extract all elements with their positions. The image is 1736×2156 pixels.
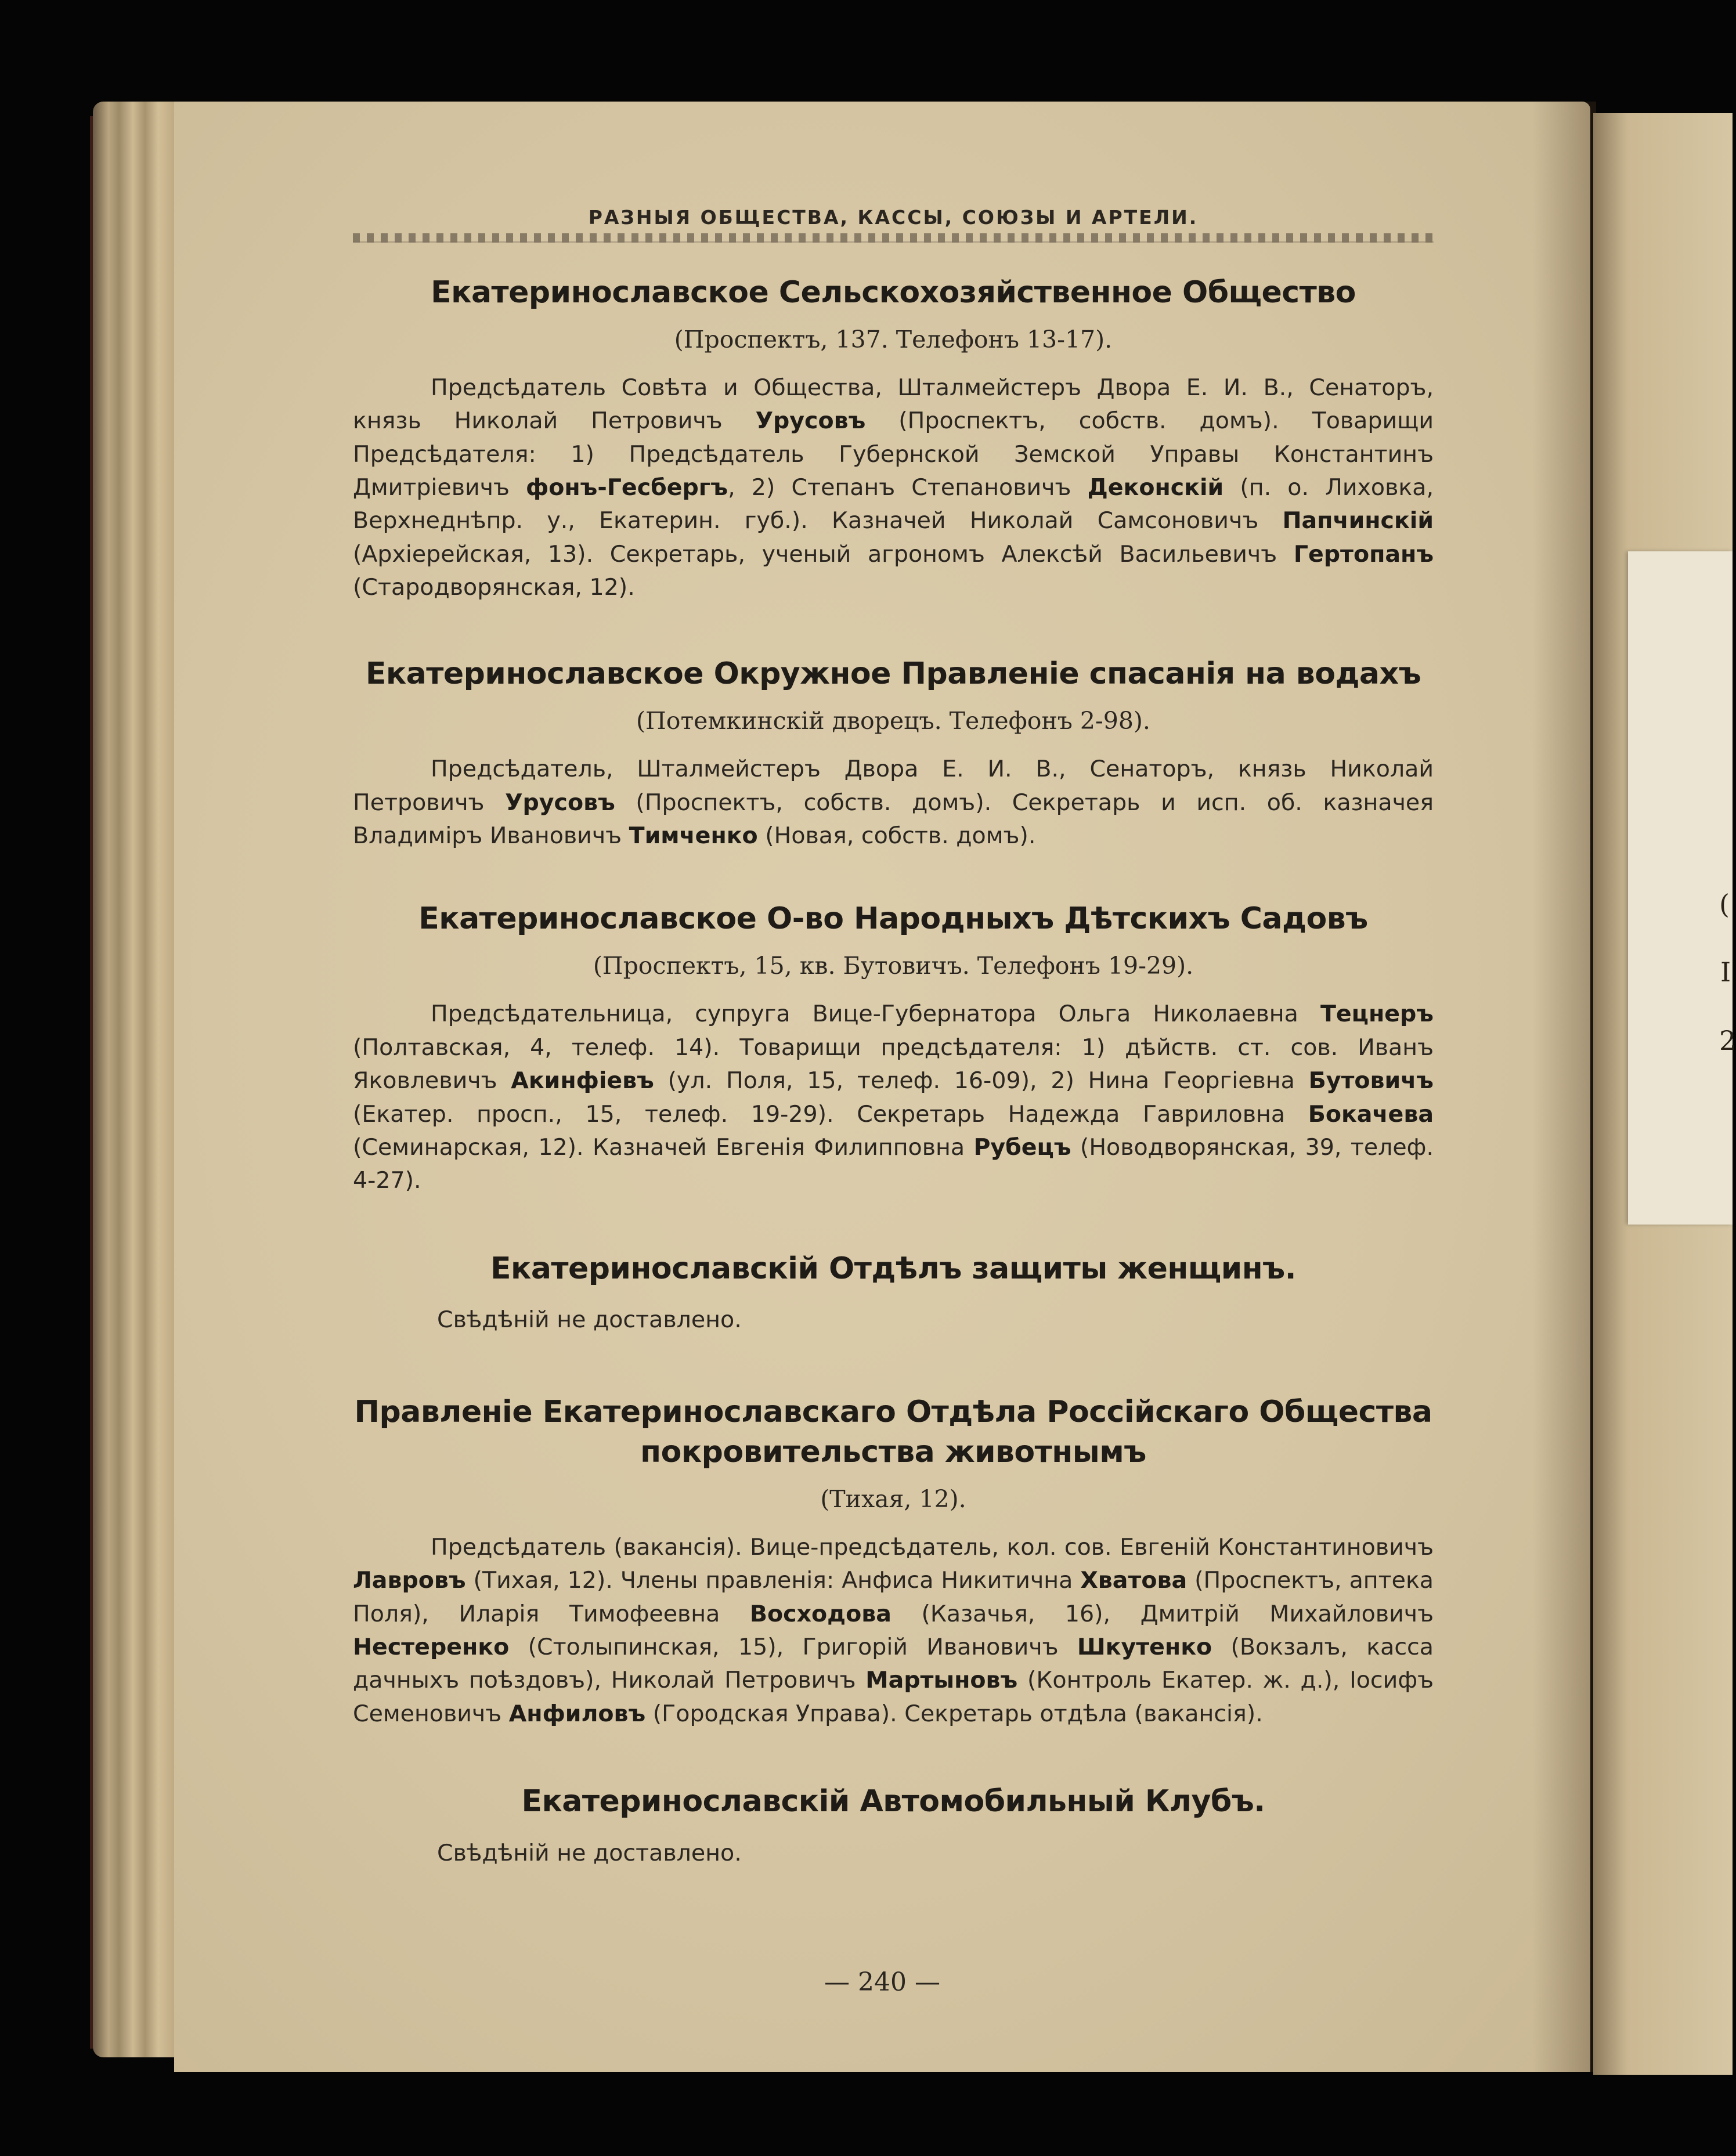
header-rule bbox=[353, 233, 1434, 243]
entry-text: Предсѣдатель Совѣта и Общества, Шталмейстеръ Двора Е. И. В., Сенаторъ, князь Николай Петровичъ Урусовъ (Проспектъ, собств. домъ). Товарищи Предсѣдателя: 1) Предсѣдатель Губернской Земской Управы Константинъ Дмитріевичъ фонъ-Гесбергъ, 2) Степанъ Степановичъ Деконскій (п. о. Лиховка, Верхнеднѣпр. у., Екатерин. губ.). Казначей Николай Самсоновичъ Папчинскій (Архіерейская, 13). Секретарь, ученый агрономъ Алексѣй Васильевичъ Гертопанъ (Стародворянская, 12). bbox=[353, 374, 1434, 601]
page-number: — 240 — bbox=[824, 1967, 940, 1997]
entry-title: Екатеринославскій Отдѣлъ защиты женщинъ. bbox=[490, 1251, 1296, 1286]
entry-text: Предсѣдатель (вакансія). Вице-предсѣдатель, кол. сов. Евгеній Константиновичъ Лавровъ (Тихая, 12). Члены правленія: Анфиса Никитична Хватова (Проспектъ, аптека Поля), Иларія Тимофеевна Восходова (Казачья, 16), Дмитрій Михайловичъ Нестеренко (Столыпинская, 15), Григорій Ивановичъ Шкутенко (Вокзалъ, касса дачныхъ поѣздовъ), Николай Петровичъ Мартыновъ (Контроль Екатер. ж. д.), Іосифъ Семеновичъ Анфиловъ (Городская Управа). Секретарь отдѣла (вакансія). bbox=[353, 1534, 1434, 1727]
person-name: Рубецъ bbox=[973, 1133, 1071, 1161]
entry-title: Екатеринославское О-во Народныхъ Дѣтскихъ Садовъ bbox=[418, 901, 1368, 937]
entry-note: Свѣдѣній не доставлено. bbox=[437, 1839, 742, 1866]
person-name: Анфиловъ bbox=[508, 1700, 646, 1727]
running-head: РАЗНЫЯ ОБЩЕСТВА, КАССЫ, СОЮЗЫ И АРТЕЛИ. bbox=[588, 206, 1199, 229]
entry-animal-protection bbox=[353, 1392, 1434, 1731]
person-name: Гертопанъ bbox=[1293, 540, 1434, 568]
person-name: Шкутенко bbox=[1077, 1634, 1212, 1661]
entry-text: Предсѣдательница, супруга Вице-Губернатора Ольга Николаевна Тецнеръ (Полтавская, 4, телеф. 14). Товарищи предсѣдателя: 1) дѣйств. ст. сов. Иванъ Яковлевичъ Акинфіевъ (ул. Поля, 15, телеф. 16-09), 2) Нина Георгіевна Бутовичъ (Екатер. просп., 15, телеф. 19-29). Секретарь Надежда Гавриловна Бокачева (Семинарская, 12). Казначей Евгенія Филипповна Рубецъ (Новодворянская, 39, телеф. 4-27). bbox=[353, 1001, 1434, 1194]
person-name: Восходова bbox=[749, 1600, 892, 1627]
entry-address: (Тихая, 12). bbox=[820, 1485, 966, 1513]
entry-title: Екатеринославское Сельскохозяйственное Общество bbox=[431, 275, 1356, 310]
person-name: Урусовъ bbox=[505, 789, 615, 816]
person-name: Деконскій bbox=[1087, 474, 1224, 501]
entry-automobile-club bbox=[353, 1782, 1434, 1870]
page-stack-edge bbox=[93, 102, 180, 2057]
entry-agricultural-society bbox=[353, 273, 1434, 604]
person-name: Урусовъ bbox=[755, 407, 866, 435]
entry-note: Свѣдѣній не доставлено. bbox=[437, 1306, 742, 1334]
page-content bbox=[353, 206, 1434, 1870]
entry-water-rescue-board bbox=[353, 654, 1434, 853]
person-name: Бутовичъ bbox=[1308, 1067, 1434, 1095]
entry-text: Предсѣдатель, Шталмейстеръ Двора Е. И. В., Сенаторъ, князь Николай Петровичъ Урусовъ (Проспектъ, собств. домъ). Секретарь и исп. об. казначея Владиміръ Ивановичъ Тимченко (Новая, собств. домъ). bbox=[353, 756, 1434, 850]
paper-bookmark-strip bbox=[1628, 551, 1733, 1225]
person-name: Мартыновъ bbox=[865, 1667, 1018, 1694]
entry-address: (Проспектъ, 15, кв. Бутовичъ. Телефонъ 19-29). bbox=[593, 952, 1194, 980]
entry-address: (Проспектъ, 137. Телефонъ 13-17). bbox=[674, 325, 1113, 353]
person-name: Хватова bbox=[1080, 1567, 1188, 1594]
entry-title: Правленіе Екатеринославскаго Отдѣла Россійскаго Общества покровительства животнымъ bbox=[354, 1395, 1432, 1470]
entry-title: Екатеринославскій Автомобильный Клубъ. bbox=[521, 1784, 1265, 1819]
person-name: Тецнеръ bbox=[1320, 1001, 1434, 1028]
person-name: фонъ-Гесбергъ bbox=[526, 474, 728, 501]
facing-page-glyph: ( bbox=[1719, 889, 1730, 920]
person-name: Папчинскій bbox=[1282, 507, 1434, 535]
facing-page-glyph: I bbox=[1720, 956, 1731, 988]
person-name: Тимченко bbox=[629, 822, 758, 850]
entry-kindergartens-society bbox=[353, 899, 1434, 1197]
person-name: Нестеренко bbox=[353, 1634, 510, 1661]
facing-page-glyph: 2 bbox=[1719, 1025, 1736, 1056]
person-name: Акинфіевъ bbox=[511, 1067, 654, 1095]
gutter-shadow bbox=[1532, 102, 1596, 2072]
person-name: Бокачева bbox=[1308, 1100, 1434, 1128]
entry-address: (Потемкинскій дворецъ. Телефонъ 2-98). bbox=[636, 707, 1150, 735]
entry-title: Екатеринославское Окружное Правленіе спасанія на водахъ bbox=[365, 656, 1421, 692]
entry-women-protection bbox=[353, 1249, 1434, 1337]
person-name: Лавровъ bbox=[353, 1567, 466, 1594]
